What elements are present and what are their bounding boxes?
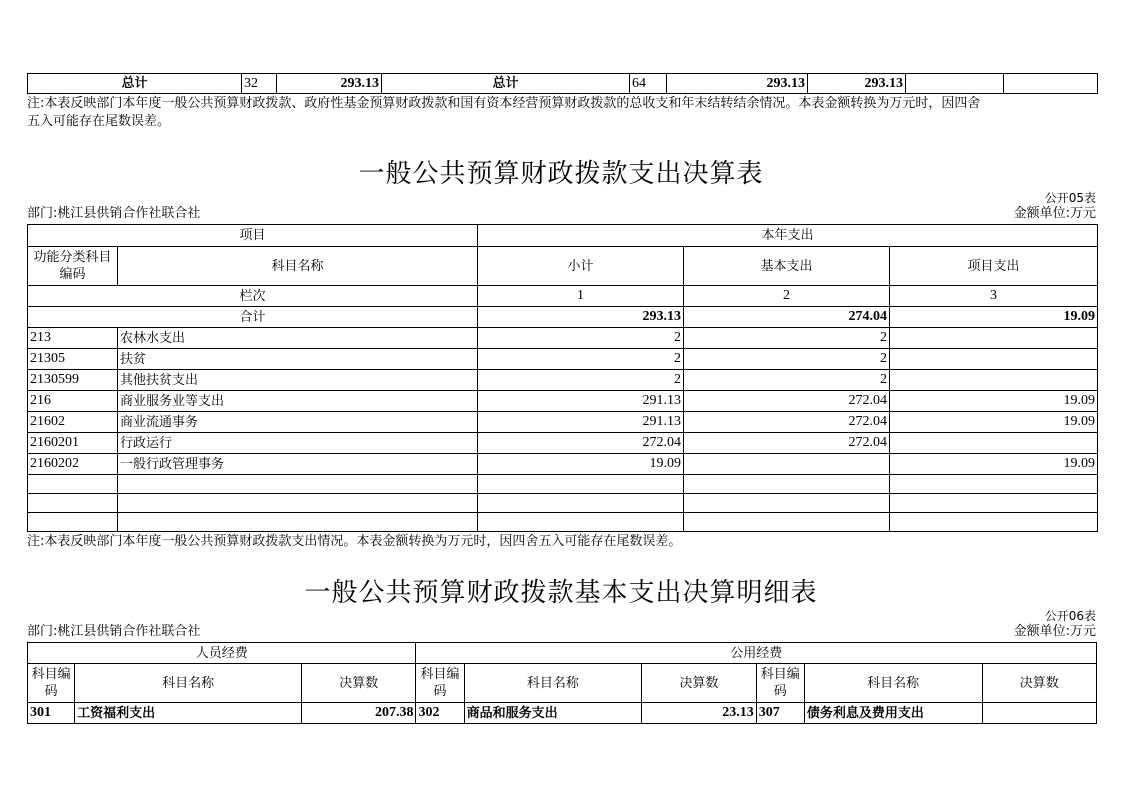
header-name-1: 科目名称 xyxy=(75,664,302,703)
empty-row xyxy=(28,513,1098,532)
row-item xyxy=(890,349,1098,370)
note-1-line-2: 五入可能存在尾数误差。 xyxy=(27,114,171,129)
row-basic: 2 xyxy=(684,370,890,391)
row-code: 21602 xyxy=(28,412,118,433)
row-basic: 2 xyxy=(684,328,890,349)
table05-dept: 部门:桃江县供销合作社联合社 xyxy=(27,206,201,221)
row-item xyxy=(890,433,1098,454)
row-code: 2130599 xyxy=(28,370,118,391)
header-code-1: 科目编码 xyxy=(28,664,75,703)
table-row xyxy=(28,433,1098,454)
table05-note: 注:本表反映部门本年度一般公共预算财政拨款支出情况。本表金额转换为万元时，因四舍五入可能存在尾数误差。 xyxy=(27,534,682,549)
row-column-label: 栏次 xyxy=(28,286,478,307)
table-row xyxy=(28,703,1097,724)
table-row xyxy=(28,370,1098,391)
row-basic: 272.04 xyxy=(684,433,890,454)
row-code: 21305 xyxy=(28,349,118,370)
header-subtotal: 小计 xyxy=(478,247,684,286)
header-name-2: 科目名称 xyxy=(464,664,642,703)
grand-total-basic: 274.04 xyxy=(684,307,890,328)
table-row xyxy=(28,412,1098,433)
table-row xyxy=(28,454,1098,475)
header-basic: 基本支出 xyxy=(684,247,890,286)
row-name-3: 债务利息及费用支出 xyxy=(804,703,982,724)
header-current-year: 本年支出 xyxy=(478,225,1098,247)
empty-row xyxy=(28,475,1098,494)
row-amount-1: 207.38 xyxy=(302,703,416,724)
header-amount-2: 决算数 xyxy=(642,664,756,703)
row-code-2: 302 xyxy=(416,703,464,724)
row-subtotal: 2 xyxy=(478,328,684,349)
row-name: 一般行政管理事务 xyxy=(118,454,478,475)
table06-title: 一般公共预算财政拨款基本支出决算明细表 xyxy=(304,578,818,608)
row-name-2: 商品和服务支出 xyxy=(464,703,642,724)
table06 xyxy=(27,642,1097,724)
row-item: 19.09 xyxy=(890,391,1098,412)
row-subtotal: 19.09 xyxy=(478,454,684,475)
row-code: 213 xyxy=(28,328,118,349)
table06-unit: 金额单位:万元 xyxy=(1013,624,1096,639)
table05 xyxy=(27,224,1098,532)
table-row xyxy=(28,328,1098,349)
total-empty-1 xyxy=(906,74,1004,94)
row-code: 216 xyxy=(28,391,118,412)
row-item xyxy=(890,328,1098,349)
table05-unit: 金额单位:万元 xyxy=(1013,206,1096,221)
row-code: 2160201 xyxy=(28,433,118,454)
row-item: 19.09 xyxy=(890,412,1098,433)
header-item: 项目支出 xyxy=(890,247,1098,286)
col-number-3: 3 xyxy=(890,286,1098,307)
row-name: 扶贫 xyxy=(118,349,478,370)
header-name-3: 科目名称 xyxy=(804,664,982,703)
row-subtotal: 291.13 xyxy=(478,391,684,412)
total-empty-2 xyxy=(1004,74,1098,94)
row-subtotal: 2 xyxy=(478,370,684,391)
total-label-left: 总计 xyxy=(28,74,242,94)
grand-total-item: 19.09 xyxy=(890,307,1098,328)
row-basic: 272.04 xyxy=(684,391,890,412)
total-col-left: 32 xyxy=(242,74,277,94)
row-subtotal: 2 xyxy=(478,349,684,370)
col-number-1: 1 xyxy=(478,286,684,307)
col-number-2: 2 xyxy=(684,286,890,307)
total-row-table xyxy=(27,73,1098,94)
total-value-right2: 293.13 xyxy=(808,74,906,94)
total-col-right: 64 xyxy=(630,74,667,94)
header-public: 公用经费 xyxy=(416,643,1097,664)
header-project: 项目 xyxy=(28,225,478,247)
row-name: 商业流通事务 xyxy=(118,412,478,433)
table06-code: 公开06表 xyxy=(1044,609,1096,623)
header-amount-1: 决算数 xyxy=(302,664,416,703)
total-label-right: 总计 xyxy=(382,74,630,94)
row-code-1: 301 xyxy=(28,703,75,724)
header-code-3: 科目编码 xyxy=(756,664,804,703)
grand-total-subtotal: 293.13 xyxy=(478,307,684,328)
row-basic: 272.04 xyxy=(684,412,890,433)
note-1-line-1: 注:本表反映部门本年度一般公共预算财政拨款、政府性基金预算财政拨款和国有资本经营预算财政拨款的总收支和年末结转结余情况。本表金额转换为万元时，因四舍 xyxy=(27,96,981,111)
header-subject-name: 科目名称 xyxy=(118,247,478,286)
header-code-2: 科目编码 xyxy=(416,664,464,703)
row-amount-2: 23.13 xyxy=(642,703,756,724)
table-row xyxy=(28,349,1098,370)
row-basic xyxy=(684,454,890,475)
table05-code: 公开05表 xyxy=(1044,191,1096,205)
row-basic: 2 xyxy=(684,349,890,370)
row-name: 其他扶贫支出 xyxy=(118,370,478,391)
row-code-3: 307 xyxy=(756,703,804,724)
total-value-left: 293.13 xyxy=(277,74,382,94)
table05-title: 一般公共预算财政拨款支出决算表 xyxy=(358,159,764,189)
row-item: 19.09 xyxy=(890,454,1098,475)
header-function-code: 功能分类科目编码 xyxy=(28,247,118,286)
row-name: 行政运行 xyxy=(118,433,478,454)
row-subtotal: 272.04 xyxy=(478,433,684,454)
note-1 xyxy=(27,95,1102,131)
row-name: 商业服务业等支出 xyxy=(118,391,478,412)
empty-row xyxy=(28,494,1098,513)
total-value-right1: 293.13 xyxy=(667,74,808,94)
grand-total-label: 合计 xyxy=(28,307,478,328)
row-name-1: 工资福利支出 xyxy=(75,703,302,724)
row-code: 2160202 xyxy=(28,454,118,475)
row-amount-3 xyxy=(982,703,1096,724)
table06-dept: 部门:桃江县供销合作社联合社 xyxy=(27,624,201,639)
row-item xyxy=(890,370,1098,391)
row-subtotal: 291.13 xyxy=(478,412,684,433)
row-name: 农林水支出 xyxy=(118,328,478,349)
header-amount-3: 决算数 xyxy=(982,664,1096,703)
table-row xyxy=(28,391,1098,412)
header-personnel: 人员经费 xyxy=(28,643,416,664)
